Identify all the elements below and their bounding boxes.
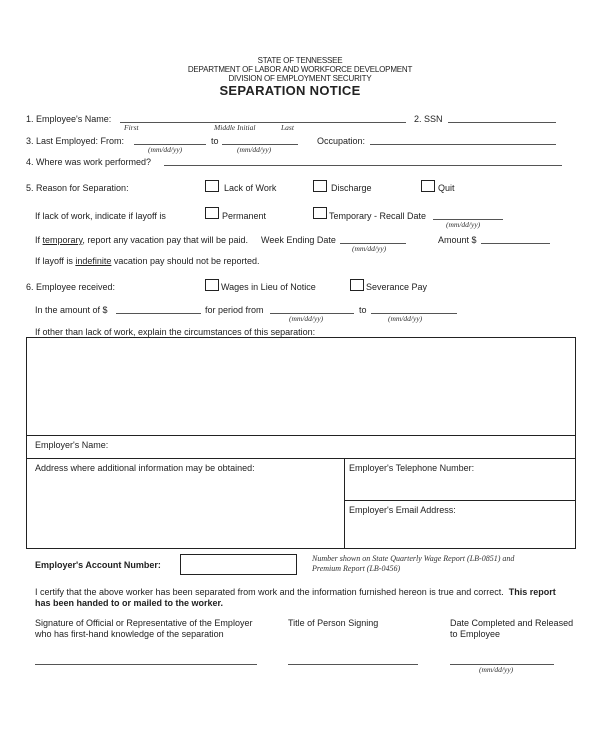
vacation-pay-note — [35, 235, 248, 245]
account-note-line-1: Number shown on State Quarterly Wage Report (LB-0851) and — [312, 554, 515, 563]
vacation-amount-label: Amount $ — [438, 235, 477, 245]
date-completed-field[interactable] — [450, 656, 554, 665]
ssn-field[interactable] — [448, 114, 556, 123]
divider — [344, 500, 576, 501]
explanation-textarea[interactable] — [27, 338, 575, 435]
temporary-checkbox[interactable] — [313, 207, 327, 219]
divider — [344, 458, 345, 549]
middle-hint: Middle Initial — [214, 123, 256, 132]
period-from-field[interactable] — [270, 305, 354, 314]
indefinite-note — [35, 256, 260, 266]
reason-label: 5. Reason for Separation: — [26, 183, 129, 193]
account-note-line-2: Premium Report (LB-0456) — [312, 564, 401, 573]
date-completed-label-2: to Employee — [450, 629, 501, 639]
employer-name-label: Employer's Name: — [35, 440, 109, 450]
occupation-label: Occupation: — [317, 136, 366, 146]
to-date-hint: (mm/dd/yy) — [237, 145, 272, 154]
last-employed-label: 3. Last Employed: From: — [26, 136, 125, 146]
account-number-label: Employer's Account Number: — [35, 560, 161, 570]
lack-of-work-checkbox[interactable] — [205, 180, 219, 192]
divider — [26, 458, 576, 459]
lack-of-work-label: Lack of Work — [224, 183, 277, 193]
vacation-amount-field[interactable] — [481, 235, 550, 244]
address-label: Address where additional information may be obtained: — [35, 463, 255, 473]
certify-bold-2: has been handed to or mailed to the worker. — [35, 598, 224, 608]
indefinite-if: If layoff is — [35, 256, 73, 266]
discharge-checkbox[interactable] — [313, 180, 327, 192]
occupation-field[interactable] — [370, 136, 556, 145]
quit-checkbox[interactable] — [421, 180, 435, 192]
period-to-hint: (mm/dd/yy) — [388, 314, 423, 323]
week-ending-hint: (mm/dd/yy) — [352, 244, 387, 253]
employed-to-label: to — [211, 136, 219, 146]
work-location-field[interactable] — [164, 157, 562, 166]
week-ending-label: Week Ending Date — [261, 235, 336, 245]
department-heading: DEPARTMENT OF LABOR AND WORKFORCE DEVELOPMENT — [187, 65, 413, 74]
severance-checkbox[interactable] — [350, 279, 364, 291]
first-hint: First — [124, 123, 139, 132]
from-date-hint: (mm/dd/yy) — [148, 145, 183, 154]
period-to-label: to — [359, 305, 367, 315]
date-completed-hint: (mm/dd/yy) — [479, 665, 514, 674]
divider — [26, 435, 576, 436]
period-from-hint: (mm/dd/yy) — [289, 314, 324, 323]
account-number-field[interactable] — [180, 554, 297, 575]
employee-received-label: 6. Employee received: — [26, 282, 116, 292]
discharge-label: Discharge — [331, 183, 372, 193]
page-title: SEPARATION NOTICE — [219, 83, 361, 98]
employed-to-field[interactable] — [222, 136, 298, 145]
vacation-rest: , report any vacation pay that will be paid. — [82, 235, 248, 245]
vacation-if: If — [35, 235, 41, 245]
email-label: Employer's Email Address: — [349, 505, 456, 515]
explain-label: If other than lack of work, explain the circumstances of this separation: — [35, 327, 316, 337]
recall-date-hint: (mm/dd/yy) — [446, 220, 481, 229]
title-field[interactable] — [288, 656, 418, 665]
last-hint: Last — [281, 123, 294, 132]
recall-date-field[interactable] — [433, 211, 503, 220]
quit-label: Quit — [438, 183, 455, 193]
employee-name-label: 1. Employee's Name: — [26, 114, 112, 124]
division-heading: DIVISION OF EMPLOYMENT SECURITY — [228, 74, 372, 83]
layoff-type-label: If lack of work, indicate if layoff is — [35, 211, 166, 221]
certify-text — [35, 587, 556, 597]
temporary-label: Temporary - Recall Date — [329, 211, 427, 221]
signature-field[interactable] — [35, 656, 257, 665]
indefinite-word: indefinite — [75, 256, 112, 266]
signature-label-1: Signature of Official or Representative of the Employer — [35, 618, 253, 628]
permanent-checkbox[interactable] — [205, 207, 219, 219]
title-signing-label: Title of Person Signing — [288, 618, 379, 628]
signature-label-2: who has first-hand knowledge of the separation — [35, 629, 224, 639]
severance-label: Severance Pay — [366, 282, 428, 292]
employed-from-field[interactable] — [134, 136, 206, 145]
employee-name-field[interactable] — [120, 114, 406, 123]
state-heading: STATE OF TENNESSEE — [257, 56, 343, 65]
wages-in-lieu-checkbox[interactable] — [205, 279, 219, 291]
ssn-label: 2. SSN — [414, 114, 443, 124]
amount-of-label: In the amount of $ — [35, 305, 108, 315]
certify-statement: I certify that the above worker has been separated from work and the information furnished hereon is true and correct. — [35, 587, 504, 597]
certify-bold-1: This report — [508, 587, 556, 597]
period-to-field[interactable] — [371, 305, 457, 314]
amount-of-field[interactable] — [116, 305, 201, 314]
telephone-label: Employer's Telephone Number: — [349, 463, 475, 473]
period-from-label: for period from — [205, 305, 264, 315]
vacation-temporary: temporary — [42, 235, 83, 245]
date-completed-label-1: Date Completed and Released — [450, 618, 574, 628]
permanent-label: Permanent — [222, 211, 267, 221]
wages-in-lieu-label: Wages in Lieu of Notice — [221, 282, 316, 292]
week-ending-field[interactable] — [340, 235, 406, 244]
indefinite-rest: vacation pay should not be reported. — [113, 256, 260, 266]
work-location-label: 4. Where was work performed? — [26, 157, 152, 167]
